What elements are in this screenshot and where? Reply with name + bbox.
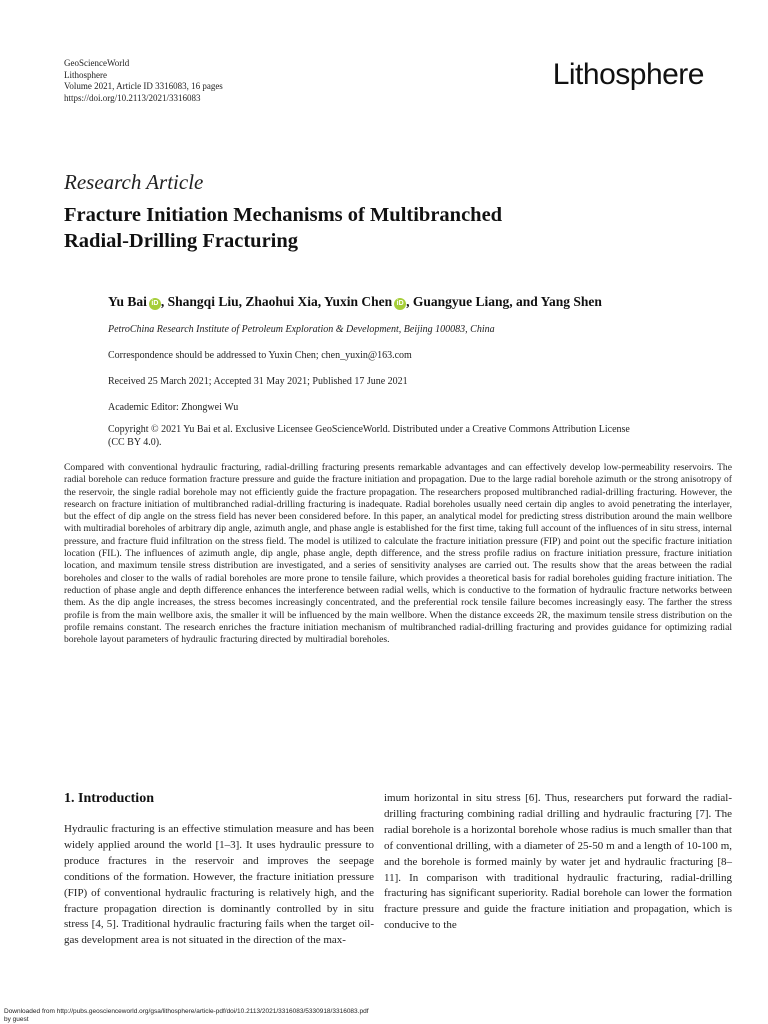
article-type: Research Article [64, 170, 204, 194]
doi-link[interactable]: https://doi.org/10.2113/2021/3316083 [64, 92, 201, 103]
author-names: , Shangqi Liu, Zhaohui Xia, Yuxin Chen [160, 294, 393, 309]
article-metadata [64, 58, 223, 104]
download-user: by guest [4, 1016, 29, 1023]
author-list [108, 294, 728, 310]
body-column-left: Hydraulic fracturing is an effective stimulation measure and has been widely applied around the world [1–3]. It uses hydraulic pressure to produce fractures in the reservoir and improves the seepage conditions of the formation. However, the fracture initiation pressure (FIP) of conventional hydraulic fracturing is relatively high, and the fracture propagation direction is dominantly controlled by in situ stress [4, 5]. Traditional hydraulic fracturing fails when the target oil-gas development area is not situated in the direction of the max- [64, 823, 374, 947]
section-heading-introduction: 1. Introduction [64, 791, 154, 806]
author-names: , Guangyue Liang, and Yang Shen [406, 294, 602, 309]
download-footer [4, 1008, 369, 1024]
orcid-icon[interactable]: iD [394, 298, 406, 310]
copyright-notice [108, 423, 728, 449]
orcid-icon[interactable]: iD [149, 298, 161, 310]
correspondence: Correspondence should be addressed to Yuxin Chen; chen_yuxin@163.com [108, 350, 412, 361]
copyright-line-1: Copyright © 2021 Yu Bai et al. Exclusive Licensee GeoScienceWorld. Distributed under a Creative Commons Attribution License [108, 424, 630, 435]
journal-logo: Lithosphere [552, 58, 704, 91]
volume-info: Volume 2021, Article ID 3316083, 16 pages [64, 81, 223, 91]
body-column-right: imum horizontal in situ stress [6]. Thus, researchers put forward the radial-drilling fracturing combining radial drilling and hydraulic fracturing [7]. The radial borehole is a horizontal borehole whose radius is much smaller than that of conventional drilling, with a diameter of 25-50 m and a length of 10-100 m, and the borehole is formed mainly by water jet and hydraulic fracturing [8–11]. In comparison with traditional hydraulic fracturing, radial-drilling fracturing has significant superiority. Radial borehole can lower the formation fracture pressure and guide the fracture initiation and propagation, which is conducive to the [384, 792, 732, 932]
academic-editor: Academic Editor: Zhongwei Wu [108, 402, 239, 413]
journal-name: Lithosphere [64, 69, 107, 80]
abstract: Compared with conventional hydraulic fracturing, radial-drilling fracturing presents remarkable advantages and can effectively develop low-permeability reservoirs. The radial borehole can reduce formation fracture pressure and guide the fracture initiation and propagation. Due to the large radial borehole azimuth or the strong anisotropy of the reservoir, the single radial borehole may not efficiently guide the fracture propagation. The researchers proposed multibranched radial-drilling fracturing. However, the research on fracture initiation of multibranched radial-drilling fracturing is inadequate. Radial boreholes usually need certain dip angles to avoid penetrating the interlayer, but the effect of dip angle on the stress field has never been considered before. In this paper, an analytical model for predicting stress distribution around the main wellbore with multiradial boreholes of arbitrary dip angle, azimuth angle, and phase angle is established for the first time, taking full account of the influences of in situ stress, internal pressure, and fracture fluid infiltration on the stress field. The model is utilized to calculate the fracture initiation pressure (FIP) and point out the specific fracture initiation location (FIL). The influences of azimuth angle, dip angle, phase angle, depth difference, and the stress profile radius on fracture initiation pressure, fracture initiation location, and maximum tensile stress distribution are investigated, and a series of sensitivity analyses are carried out. The results show that the areas between the radial boreholes and closer to the walls of radial boreholes are more prone to tensile failure, which provides a theoretical basis for radial boreholes guiding fracture initiation. The reduction of phase angle and depth difference enhances the interference between radial wells, which is conductive to the formation of hydraulic fracture networks between them. As the dip angle increases, the stress becomes increasingly concentrated, and the preferential rock tensile failure becomes increasingly easy. The farther the stress profile is from the main wellbore axis, the smaller it will be influenced by the main wellbore. When the distance exceeds 2R, the maximum tensile stress distribution on the profile remains constant. The research enriches the fracture initiation mechanism of multibranched radial-drilling fracturing and provides guidance for optimizing radial borehole layout parameters of hydraulic fracturing directed by multiradial boreholes. [64, 462, 732, 646]
title-line-2: Radial-Drilling Fracturing [64, 230, 299, 252]
publisher-name: GeoScienceWorld [64, 58, 130, 68]
publication-dates: Received 25 March 2021; Accepted 31 May 2021; Published 17 June 2021 [108, 376, 408, 387]
author-name: Yu Bai [108, 294, 147, 309]
affiliation: PetroChina Research Institute of Petroleum Exploration & Development, Beijing 100083, China [108, 324, 495, 335]
article-title [64, 202, 704, 254]
copyright-line-2: (CC BY 4.0). [108, 437, 162, 448]
title-line-1: Fracture Initiation Mechanisms of Multibranched [64, 204, 503, 226]
download-source[interactable]: Downloaded from http://pubs.geoscienceworld.org/gsa/lithosphere/article-pdf/doi/10.2113/2021/3316083/5330918/3316083.pdf [4, 1008, 369, 1015]
